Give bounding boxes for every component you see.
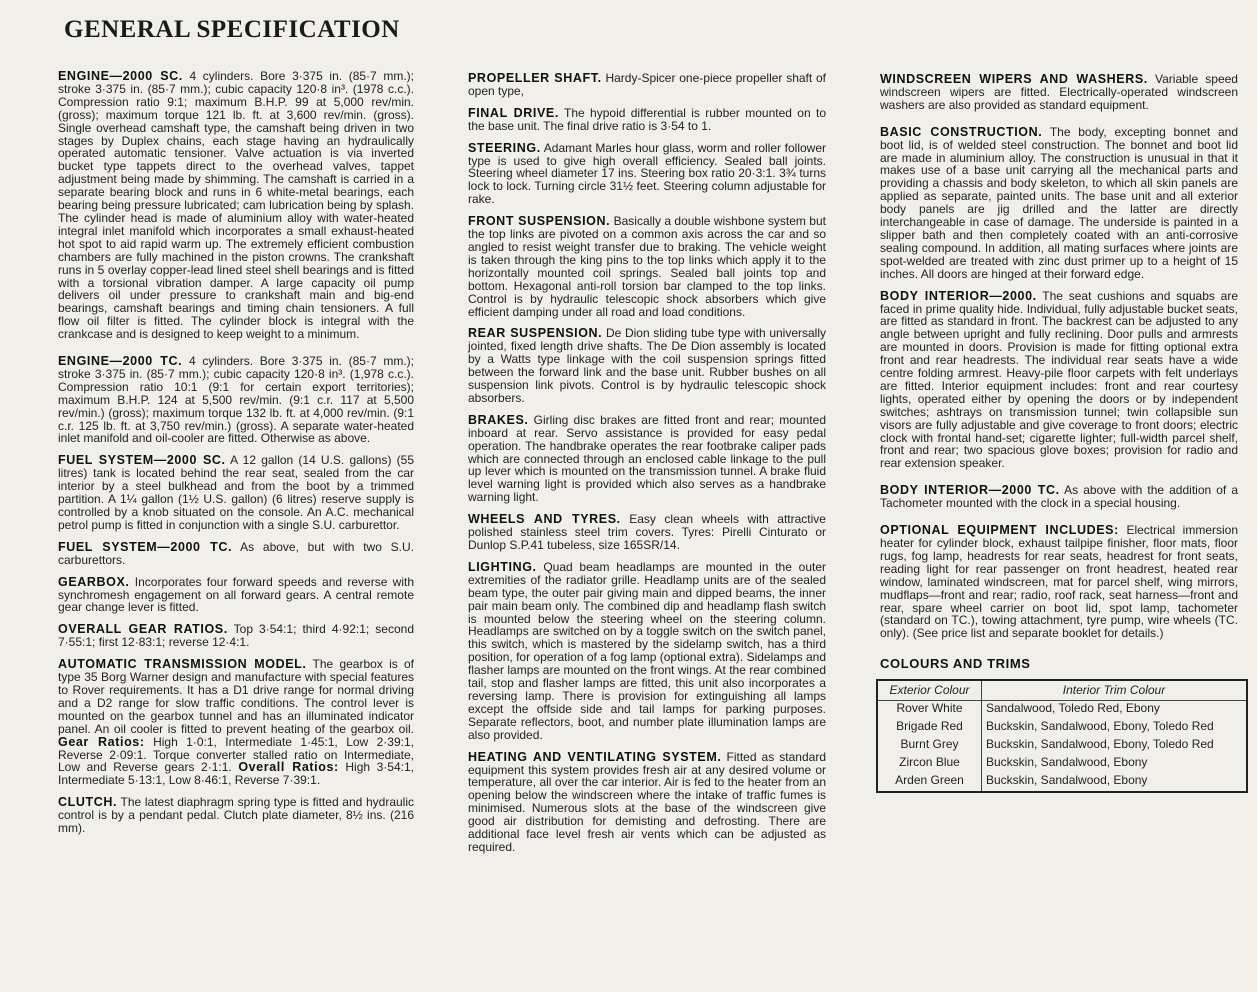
- header-interior: Interior Trim Colour: [982, 680, 1248, 700]
- section-heading: OPTIONAL EQUIPMENT INCLUDES:: [880, 523, 1119, 538]
- spec-automatic: [58, 658, 414, 787]
- table-header-row: [877, 680, 1247, 700]
- column-right: [880, 73, 1238, 793]
- section-heading: PROPELLER SHAFT.: [468, 71, 602, 85]
- section-text: The latest diaphragm spring type is fitted and hydraulic control is by a pendant pedal. Clutch plate diameter, 8½ ins. (216 mm).: [58, 795, 414, 836]
- table-row: [877, 773, 1247, 792]
- section-text: Electrical immersion heater for cylinder block, exhaust tailpipe finisher, floor mats, floor rugs, fog lamp, headrests for rear seats, headrest for front seats, reading light for rear passenger on front headrest, heated rear window, laminated windscreen, mat for parcel shelf, wing mirrors, mudflaps—front and rear; radio, roof rack, seat harness—front and rear, spare wheel carrier on boot lid, spot lamp, tachometer (standard on TC.), towing attachment, tyre pump, wire wheels (TC. only). (See price list and separate booklet for details.): [880, 523, 1238, 641]
- section-heading: FRONT SUSPENSION.: [468, 214, 611, 229]
- spec-rear-suspension: [468, 327, 826, 404]
- colours-heading: COLOURS AND TRIMS: [880, 656, 1031, 672]
- spec-construction: [880, 126, 1238, 281]
- section-text: Girling disc brakes are fitted front and rear; mounted inboard at rear. Servo assistance is provided for easy pedal operation. The handbrake operates the rear footbrake caliper pads which are connected through an enclosed cable linkage to the pull up lever which is mounted on the transmission tunnel. A brake fluid level warning light is provided which also serves as a handbrake warning light.: [468, 412, 826, 505]
- section-text: Basically a double wishbone system but the top links are pivoted on a common axis across the car and so angled to resist weight transfer due to braking. The vehicle weight is taken through the king pins to the top links which apply it to the horizontally mounted coil springs. Sealed ball joints top and bottom. Hexagonal anti-roll torsion bar clamped to the top links. Control is by hydraulic telescopic shock absorbers which give efficient damping under all road and load conditions.: [468, 214, 826, 319]
- section-heading: OVERALL GEAR RATIOS.: [58, 622, 228, 637]
- section-text: The gearbox is of type 35 Borg Warner design and manufacture with special features to Rover requirements. It has a D1 drive range for normal driving and a D2 range for slow traffic conditions. The control lever is mounted on the gearbox tunnel and has an illuminated indicator panel. An oil cooler is fitted to prevent heating of the gearbox oil.: [58, 657, 414, 736]
- section-text: As above, but with two S.U. carburettors.: [58, 539, 414, 567]
- section-text: Adamant Marles hour glass, worm and roller follower type is used to give high overall efficiency. Sealed ball joints. Steering wheel diameter 17 ins. Steering box ratio 20·3:1. 3¾ turns lock to lock. Turning circle 31½ feet. Steering column adjustable for rake.: [468, 140, 826, 207]
- section-text: The hypoid differential is rubber mounted on to the base unit. The final drive ratio is 3·54 to 1.: [468, 105, 826, 133]
- section-text: Top 3·54:1; third 4·92:1; second 7·55:1; first 12·83:1; reverse 12·4:1.: [58, 622, 414, 650]
- section-text: Incorporates four forward speeds and reverse with synchromesh engagement on all forward gears. A central remote gear change lever is fitted.: [58, 574, 414, 615]
- table-row: [877, 737, 1247, 755]
- interior-trim: Buckskin, Sandalwood, Ebony, Toledo Red: [982, 737, 1248, 755]
- spec-heating: [468, 751, 826, 854]
- section-text: A 12 gallon (14 U.S. gallons) (55 litres) tank is located behind the rear seat, sealed from the car interior by a steel bulkhead and from the boot by a trimmed partition. A 1¼ gallon (1½ U.S. gallon) (6 litres) reserve supply is controlled by a knob situated on the console. An A.C. mechanical petrol pump is fitted in conjunction with a single S.U. carburettor.: [58, 453, 415, 532]
- section-heading: BRAKES.: [468, 412, 529, 427]
- exterior-colour: Zircon Blue: [899, 755, 960, 770]
- section-text: As above with the addition of a Tachometer mounted with the clock in a special housing.: [880, 483, 1238, 511]
- spec-wheels: [468, 513, 826, 552]
- section-text: High 1·0:1, Intermediate 1·45:1, Low 2·39:1, Reverse 2·09:1. Torque converter stalled ratio on Intermediate, Low and Reverse gears 2·1:1.: [58, 734, 414, 775]
- spec-engine-sc: [58, 70, 414, 341]
- spec-clutch: [58, 796, 414, 835]
- section-heading: BODY INTERIOR—2000 TC.: [880, 483, 1060, 498]
- section-text: Fitted as standard equipment this system provides fresh air at any desired volume or temperature, all over the car interior. Air is fed to the heater from an opening below the windscreen where the intake of traffic fumes is minimised. Numerous slots at the base of the windscreen give good air distribution for demisting and defrosting. There are additional face level fresh air vents which can be adjusted as required.: [468, 749, 826, 854]
- subheading-gear-ratios: Gear Ratios:: [58, 734, 145, 749]
- section-heading: REAR SUSPENSION.: [468, 326, 603, 341]
- exterior-colour: Burnt Grey: [900, 737, 959, 752]
- exterior-colour: Arden Green: [895, 773, 964, 788]
- section-heading: ENGINE—2000 TC.: [58, 354, 183, 369]
- section-text: The body, excepting bonnet and boot lid, is of welded steel construction. The bonnet and boot lid are made in aluminium alloy. The construction is unusual in that it makes use of a base unit carrying all the mechanical parts and providing a chassis and body skeleton, to which all skin panels are applied as separate, painted units. The base unit and all exterior body panels are jig drilled and the latter are directly interchangeable in case of damage. The underside is painted in a slipper bath and then completely coated with an anti-corrosive sealing compound. In addition, all mating surfaces where joints are spot-welded are treated with zinc dust primer up to a height of 15 inches. All doors are hinged at their forward edge.: [880, 124, 1238, 281]
- section-heading: HEATING AND VENTILATING SYSTEM.: [468, 749, 722, 764]
- section-heading: FINAL DRIVE.: [468, 105, 559, 120]
- interior-trim: Buckskin, Sandalwood, Ebony: [982, 773, 1248, 792]
- interior-trim: Buckskin, Sandalwood, Ebony: [982, 755, 1248, 773]
- exterior-colour: Brigade Red: [896, 719, 963, 734]
- colours-table: [876, 679, 1248, 793]
- spec-final-drive: [468, 107, 826, 133]
- section-text: Easy clean wheels with attractive polished stainless steel trim covers. Tyres: Pirelli Cinturato or Dunlop S.P.41 tubeless, size 165SR/14.: [468, 512, 826, 552]
- spec-wipers: [880, 73, 1238, 112]
- section-heading: CLUTCH.: [58, 795, 118, 810]
- spec-steering: [468, 142, 826, 207]
- section-heading: BASIC CONSTRUCTION.: [880, 124, 1043, 139]
- section-text: The seat cushions and squabs are faced in prime quality hide. Individual, fully adjustable bucket seats, are fitted as standard in front. The backrest can be adjusted to any angle between upright and fully reclining. Door pulls and armrests are mounted in doors. Provision is made for fitting optional extra front and rear headrests. The individual rear seats have a wide centre folding armrest. Heavy-pile floor carpets with felt underlays are fitted. Interior equipment includes: front and rear courtesy lights, operated either by opening the doors or by independent switches; ashtrays on transmission tunnel; twin collapsible sun visors are fully adjustable and give coverage to front doors; electric clock with frontal hand-set; cigarette lighter; full-width parcel shelf, front and rear; two spacious glove boxes; provision for radio and rear extension speaker.: [880, 288, 1239, 471]
- section-heading: ENGINE—2000 SC.: [58, 69, 183, 83]
- section-heading: WHEELS AND TYRES.: [468, 512, 621, 527]
- spec-brakes: [468, 414, 826, 504]
- spec-front-suspension: [468, 215, 826, 318]
- column-left: [58, 70, 414, 844]
- section-text: Variable speed windscreen wipers are fitted. Electrically-operated windscreen washers are also provided as standard equipment.: [880, 72, 1238, 112]
- section-heading: GEARBOX.: [58, 574, 130, 589]
- interior-trim: Buckskin, Sandalwood, Ebony, Toledo Red: [982, 719, 1248, 737]
- section-heading: STEERING.: [468, 140, 541, 155]
- table-row: [877, 719, 1247, 737]
- section-text: High 3·54:1, Intermediate 5·13:1, Low 8·46:1, Reverse 7·39:1.: [58, 760, 414, 788]
- spec-interior-tc: [880, 484, 1238, 510]
- section-heading: WINDSCREEN WIPERS AND WASHERS.: [880, 72, 1148, 86]
- interior-trim: Sandalwood, Toledo Red, Ebony: [982, 701, 1248, 720]
- column-middle: [468, 72, 826, 863]
- section-text: 4 cylinders. Bore 3·375 in. (85·7 mm.); stroke 3·375 in. (85·7 mm.); cubic capacity 120·8 in³. (1,978 c.c.). Compression ratio 10:1 (9:1 for certain export territories); maximum B.H.P. 124 at 5,500 rev/min. (9:1 c.r. 117 at 5,500 rev/min.) (gross); maximum torque 132 lb. ft. at 4,000 rev/min. (9:1 c.r. 125 lb. ft. at 3,750 rev/min.) (gross). A separate water-heated inlet manifold and oil-cooler are fitted. Otherwise as above.: [58, 354, 414, 446]
- subheading-overall-ratios: Overall Ratios:: [238, 760, 339, 775]
- spec-engine-tc: [58, 355, 414, 445]
- section-heading: FUEL SYSTEM—2000 TC.: [58, 539, 233, 554]
- section-text: De Dion sliding tube type with universally jointed, fixed length drive shafts. The De Dion assembly is located by a Watts type linkage with the coil suspension springs fitted between the forward link and the base unit. Rubber bushes on all suspension link pivots. Control is by hydraulic telescopic shock absorbers.: [468, 326, 827, 405]
- section-heading: FUEL SYSTEM—2000 SC.: [58, 453, 226, 468]
- table-row: [877, 755, 1247, 773]
- spec-fuel-sc: [58, 454, 414, 531]
- section-heading: AUTOMATIC TRANSMISSION MODEL.: [58, 657, 307, 672]
- spec-gearbox: [58, 576, 414, 615]
- exterior-colour: Rover White: [896, 701, 963, 716]
- spec-propeller: [468, 72, 826, 98]
- spec-optional: [880, 524, 1238, 640]
- page-title: GENERAL SPECIFICATION: [64, 16, 400, 43]
- header-exterior: Exterior Colour: [877, 680, 982, 700]
- spec-interior: [880, 290, 1238, 471]
- section-text: 4 cylinders. Bore 3·375 in. (85·7 mm.); stroke 3·375 in. (85·7 mm.); cubic capacity 120·8 in³. (1978 c.c.). Compression ratio 9:1; maximum B.H.P. 99 at 5,000 rev/min. (gross); maximum torque 121 lb. ft. at 3,600 rev/min. (gross). Single overhead camshaft type, the camshaft being driven in two stages by Duplex chains, each stage having an hydraulically operated automatic tensioner. Valve actuation is via inverted bucket type tappets direct to the overhead valves, tappet adjustment being made by shimming. The camshaft is carried in a separate bearing block and runs in 6 white-metal bearings, each bearing being pressure lubricated; cam lubrication being by splash. The cylinder head is made of aluminium alloy with water-heated integral inlet manifold which incorporates a small exhaust-heated hot spot to aid rapid warm up. The extremely efficient combustion chambers are fully machined in the piston crowns. The crankshaft runs in 5 overlay copper-lead lined steel shell bearings and is fitted with a torsional vibration damper. A large capacity oil pump delivers oil under pressure to crankshaft main and big-end bearings, camshaft bearings and timing chain tensioners. A full flow oil filter is fitted. The cylinder block is integral with the crankcase and is designed to keep weight to a minimum.: [58, 69, 414, 342]
- spec-lighting: [468, 561, 826, 742]
- section-heading: LIGHTING.: [468, 559, 537, 574]
- spec-gear-ratios: [58, 623, 414, 649]
- section-text: Hardy-Spicer one-piece propeller shaft of open type,: [468, 71, 826, 98]
- spec-fuel-tc: [58, 541, 414, 567]
- table-row: [877, 701, 1247, 720]
- section-text: Quad beam headlamps are mounted in the outer extremities of the radiator grille. Headlamp units are of the sealed beam type, the outer pair giving main and dipped beams, the inner pair main beam only. The combined dip and headlamp flash switch is mounted below the steering wheel on the steering column. Headlamps are switched on by a toggle switch on the switch panel, this switch, which is mastered by the sidelamp switch, has a third position, for operation of a fog lamp (optional extra). Sidelamps and flasher lamps are mounted on the front wings. At the rear combined tail, stop and flasher lamps are fitted, this unit also incorporates a reversing lamp. There is provision for extinguishing all lamps except the offside side and tail lamps for parking purposes. Separate reflectors, boot, and number plate illumination lamps are also provided.: [468, 559, 826, 742]
- section-heading: BODY INTERIOR—2000.: [880, 288, 1037, 303]
